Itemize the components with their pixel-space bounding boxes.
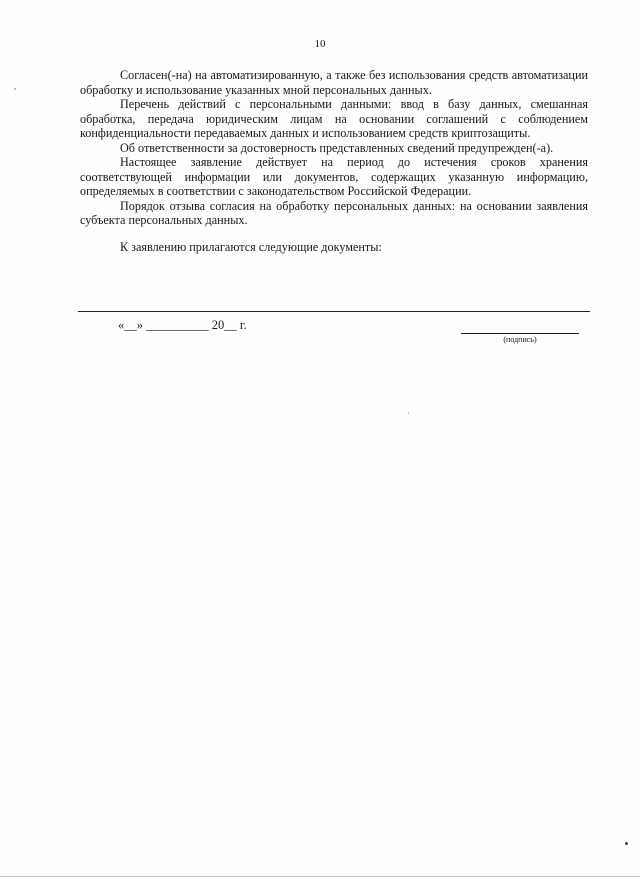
attachments-fill-line	[78, 311, 590, 312]
paragraph-consent: Согласен(-на) на автоматизированную, а также без использования средств автоматизации обработку и использование указанных мной персональных данных.	[80, 68, 588, 97]
signature-line	[461, 333, 579, 334]
attachments-label: К заявлению прилагаются следующие документы:	[120, 239, 382, 254]
scan-speck	[408, 412, 409, 414]
paragraph-revocation: Порядок отзыва согласия на обработку персональных данных: на основании заявления субъекта персональных данных.	[80, 198, 588, 227]
date-field: «__» __________ 20__ г.	[118, 318, 247, 332]
page-bottom-edge	[0, 876, 640, 877]
paragraph-validity: Настоящее заявление действует на период до истечения сроков хранения соответствующей информации или документов, содержащих указанную информацию, определяемых в соответствии с законодательством Российской Федерации.	[80, 155, 588, 198]
paragraph-actions-list: Перечень действий с персональными данными: ввод в базу данных, смешанная обработка, передача юридическим лицам на основании соглашений с соблюдением конфиденциальности передаваемых данных и использованием средств криптозащиты.	[80, 97, 588, 140]
document-body	[80, 68, 588, 266]
scan-speck	[625, 842, 628, 845]
page-number: 10	[314, 38, 326, 50]
paragraph-responsibility: Об ответственности за достоверность представленных сведений предупрежден(-а).	[120, 140, 554, 155]
signature-caption: (подпись)	[503, 335, 537, 344]
scan-speck	[14, 88, 16, 90]
